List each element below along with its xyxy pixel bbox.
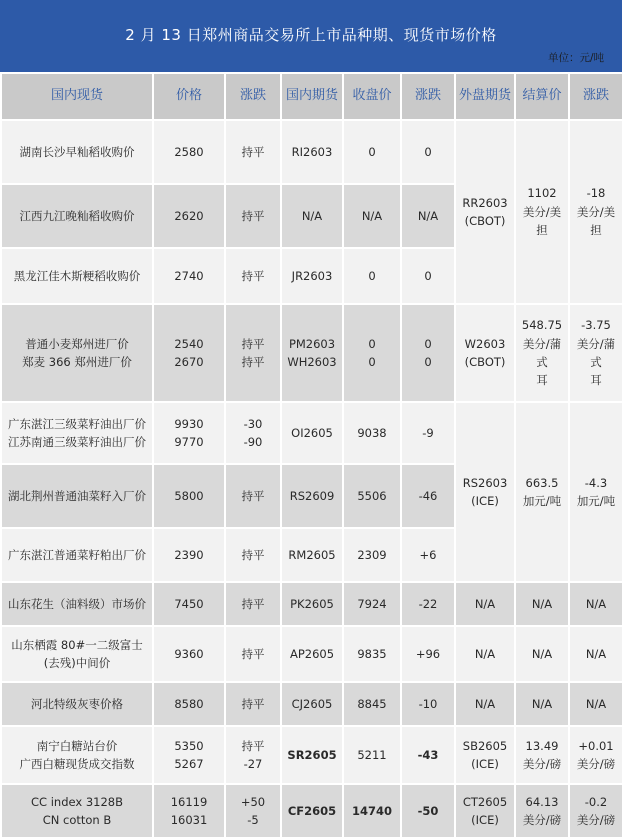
spot-change — [225, 464, 281, 528]
futures-contract: OI2605 — [281, 402, 343, 464]
futures-change-line: +6 — [419, 547, 437, 562]
foreign-change — [569, 402, 622, 582]
foreign-exchange-line: (ICE) — [471, 494, 499, 508]
settle-price — [515, 120, 569, 304]
table-row — [1, 582, 622, 626]
foreign-contract-line: N/A — [474, 696, 496, 711]
futures-change-line: -22 — [418, 596, 438, 611]
spot-change — [225, 184, 281, 248]
spot-name — [1, 464, 153, 528]
spot-price — [153, 528, 225, 582]
spot-name-line: 广东湛江三级菜籽油出厂价 — [8, 416, 146, 431]
futures-change-line: 0 — [424, 268, 432, 283]
foreign-contract-line: SB2605 — [462, 738, 508, 753]
spot-change-line: 持平 — [241, 738, 265, 753]
close-price-line: 0 — [368, 355, 376, 369]
foreign-contract-line: RS2603 — [462, 475, 508, 490]
close-price — [343, 582, 401, 626]
futures-contract: JR2603 — [281, 248, 343, 304]
spot-price — [153, 582, 225, 626]
futures-contract: N/A — [281, 184, 343, 248]
spot-price-line: 9930 — [174, 416, 204, 431]
close-price — [343, 726, 401, 784]
spot-price-line: 7450 — [174, 596, 204, 611]
col-header-domestic-spot: 国内现货 — [1, 73, 153, 120]
header-row — [1, 73, 622, 120]
foreign-change — [569, 682, 622, 726]
spot-price-line: 2580 — [174, 144, 204, 159]
spot-change-line: 持平 — [241, 696, 265, 711]
futures-contract: CJ2605 — [281, 682, 343, 726]
foreign-change-unit: 美分/美担 — [576, 204, 616, 238]
foreign-contract-line: RR2603 — [462, 195, 508, 210]
close-price-line: 8845 — [357, 696, 387, 711]
close-price — [343, 120, 401, 184]
settle-value: 64.13 — [525, 794, 559, 809]
futures-change-line: -46 — [418, 488, 438, 503]
settle-unit: 美分/美担 — [522, 204, 562, 238]
spot-change-line: 持平 — [241, 268, 265, 283]
table-row — [1, 304, 622, 402]
settle-value: N/A — [531, 596, 553, 611]
spot-price-line: 8580 — [174, 696, 204, 711]
page-title: 2 月 13 日郑州商品交易所上市品种期、现货市场价格 — [125, 26, 497, 44]
foreign-contract-line: N/A — [474, 596, 496, 611]
spot-price-line: 9360 — [174, 646, 204, 661]
spot-price-line: 2390 — [174, 547, 204, 562]
spot-change-line: 持平 — [241, 336, 265, 351]
spot-price-line: 16031 — [170, 813, 208, 827]
col-header-spot-change: 涨跌 — [225, 73, 281, 120]
spot-price — [153, 464, 225, 528]
futures-change — [401, 726, 455, 784]
settle-price — [515, 304, 569, 402]
spot-name-line: 山东栖霞 80#一二级富士 — [11, 637, 143, 652]
foreign-contract-line: CT2605 — [462, 794, 508, 809]
close-price-line: 0 — [368, 336, 376, 351]
spot-name-line: 普通小麦郑州进厂价 — [25, 336, 129, 351]
settle-unit: 加元/吨 — [522, 494, 562, 508]
spot-name — [1, 184, 153, 248]
foreign-change-unit: 美分/磅 — [576, 757, 616, 771]
futures-contract: AP2605 — [281, 626, 343, 682]
settle-price — [515, 402, 569, 582]
settle-price — [515, 582, 569, 626]
col-header-close: 收盘价 — [343, 73, 401, 120]
foreign-contract — [455, 120, 515, 304]
foreign-contract — [455, 682, 515, 726]
close-price-line: 5506 — [357, 488, 387, 503]
spot-name-line: CN cotton B — [42, 813, 112, 827]
settle-value: N/A — [531, 696, 553, 711]
foreign-contract — [455, 626, 515, 682]
foreign-change — [569, 726, 622, 784]
spot-change — [225, 304, 281, 402]
col-header-domestic-futures: 国内期货 — [281, 73, 343, 120]
spot-change-line: -30 — [243, 416, 263, 431]
settle-unit: 耳 — [536, 373, 548, 388]
close-price — [343, 682, 401, 726]
spot-price — [153, 682, 225, 726]
unit-label: 单位：元/吨 — [547, 52, 604, 64]
spot-name-line: 郑麦 366 郑州进厂价 — [22, 355, 132, 369]
spot-name-line: CC index 3128B — [31, 794, 123, 809]
spot-name-line: 湖北荆州普通油菜籽入厂价 — [8, 488, 146, 503]
spot-change — [225, 120, 281, 184]
foreign-change-unit: 加元/吨 — [576, 494, 616, 508]
price-table — [0, 72, 622, 839]
foreign-change-value: -3.75 — [581, 318, 611, 333]
spot-price-line: 5800 — [174, 488, 204, 503]
spot-price-line: 9770 — [174, 435, 204, 449]
spot-name — [1, 248, 153, 304]
settle-price — [515, 726, 569, 784]
spot-price — [153, 120, 225, 184]
futures-contract: RI2603 — [281, 120, 343, 184]
futures-change — [401, 248, 455, 304]
foreign-contract — [455, 402, 515, 582]
spot-change — [225, 402, 281, 464]
spot-price-line: 2540 — [174, 336, 204, 351]
close-price — [343, 184, 401, 248]
foreign-contract-line: N/A — [474, 646, 496, 661]
futures-change-line: 0 — [424, 336, 432, 351]
foreign-change — [569, 784, 622, 838]
settle-unit: 美分/磅 — [522, 757, 562, 771]
close-price — [343, 464, 401, 528]
spot-name — [1, 726, 153, 784]
spot-change-line: 持平 — [241, 646, 265, 661]
spot-name — [1, 582, 153, 626]
col-header-price: 价格 — [153, 73, 225, 120]
futures-change — [401, 402, 455, 464]
table-row — [1, 626, 622, 682]
spot-price-line: 16119 — [170, 794, 208, 809]
settle-value: 13.49 — [525, 738, 559, 753]
spot-price-line: 5267 — [174, 757, 204, 771]
settle-unit: 美分/蒲式 — [522, 336, 562, 369]
foreign-change-value: -4.3 — [584, 475, 608, 490]
col-header-foreign-change: 涨跌 — [569, 73, 622, 120]
spot-name — [1, 682, 153, 726]
table-row — [1, 120, 622, 184]
spot-name-line: 山东花生（油料级）市场价 — [8, 596, 146, 611]
futures-contract: PM2603 WH2603 — [281, 304, 343, 402]
spot-price — [153, 726, 225, 784]
spot-change-line: 持平 — [241, 488, 265, 503]
futures-change — [401, 626, 455, 682]
spot-change — [225, 726, 281, 784]
spot-name-line: 南宁白糖站台价 — [36, 738, 118, 753]
close-price-line: 7924 — [357, 596, 387, 611]
settle-value: 1102 — [527, 186, 557, 201]
close-price — [343, 528, 401, 582]
foreign-exchange-line: (CBOT) — [464, 214, 506, 228]
futures-contract: SR2605 — [281, 726, 343, 784]
spot-change — [225, 582, 281, 626]
settle-price — [515, 784, 569, 838]
spot-name-line: 河北特级灰枣价格 — [31, 696, 123, 711]
futures-change — [401, 120, 455, 184]
foreign-change — [569, 304, 622, 402]
foreign-change-value: -0.2 — [584, 794, 608, 809]
col-header-futures-change: 涨跌 — [401, 73, 455, 120]
spot-price-line: 2670 — [174, 355, 204, 369]
futures-change-line: +96 — [415, 646, 441, 661]
foreign-contract — [455, 784, 515, 838]
close-price-line: 0 — [368, 144, 376, 159]
col-header-foreign-futures: 外盘期货 — [455, 73, 515, 120]
spot-price — [153, 248, 225, 304]
spot-name-line: 湖南长沙早籼稻收购价 — [19, 144, 135, 159]
spot-name — [1, 120, 153, 184]
spot-price — [153, 626, 225, 682]
spot-change-line: -90 — [243, 435, 263, 449]
close-price — [343, 304, 401, 402]
close-price-line: 14740 — [351, 803, 392, 818]
close-price-line: 0 — [368, 268, 376, 283]
close-price — [343, 402, 401, 464]
spot-change — [225, 682, 281, 726]
foreign-change — [569, 582, 622, 626]
futures-change-line: -9 — [422, 425, 434, 440]
foreign-contract-line: W2603 — [464, 336, 506, 351]
spot-price — [153, 304, 225, 402]
table-row — [1, 726, 622, 784]
table-row — [1, 402, 622, 464]
spot-name-line: (去残)中间价 — [43, 656, 111, 670]
spot-name — [1, 402, 153, 464]
spot-change-line: 持平 — [241, 144, 265, 159]
spot-name — [1, 626, 153, 682]
spot-name — [1, 784, 153, 838]
spot-name — [1, 528, 153, 582]
spot-name-line: 江苏南通三级菜籽油出厂价 — [8, 435, 146, 449]
foreign-change-value: N/A — [585, 646, 607, 661]
futures-contract: RS2609 — [281, 464, 343, 528]
futures-change-line: 0 — [424, 144, 432, 159]
futures-change-line: 0 — [424, 355, 432, 369]
settle-value: N/A — [531, 646, 553, 661]
futures-change — [401, 582, 455, 626]
futures-change — [401, 682, 455, 726]
futures-change — [401, 784, 455, 838]
spot-price — [153, 184, 225, 248]
foreign-change-unit: 美分/磅 — [576, 813, 616, 827]
spot-name-line: 江西九江晚籼稻收购价 — [19, 208, 135, 223]
spot-change-line: 持平 — [241, 547, 265, 562]
futures-contract: PK2605 — [281, 582, 343, 626]
close-price-line: N/A — [361, 208, 383, 223]
close-price-line: 9835 — [357, 646, 387, 661]
close-price-line: 9038 — [357, 425, 387, 440]
table-row — [1, 784, 622, 838]
spot-price-line: 2740 — [174, 268, 204, 283]
close-price-line: 5211 — [357, 747, 387, 762]
foreign-change-unit: 耳 — [590, 373, 602, 388]
spot-change-line: -27 — [243, 757, 263, 771]
foreign-change-value: N/A — [585, 696, 607, 711]
spot-price-line: 2620 — [174, 208, 204, 223]
spot-name-line: 广东湛江普通菜籽粕出厂价 — [8, 547, 146, 562]
close-price-line: 2309 — [357, 547, 387, 562]
foreign-exchange-line: (CBOT) — [464, 355, 506, 369]
futures-change-line: N/A — [417, 208, 439, 223]
foreign-contract — [455, 726, 515, 784]
foreign-change — [569, 120, 622, 304]
futures-contract: CF2605 — [281, 784, 343, 838]
futures-change-line: -50 — [417, 803, 439, 818]
futures-change — [401, 528, 455, 582]
close-price — [343, 784, 401, 838]
table-row — [1, 682, 622, 726]
futures-change-line: -10 — [418, 696, 438, 711]
foreign-exchange-line: (ICE) — [471, 757, 499, 771]
spot-change — [225, 626, 281, 682]
foreign-change-value: N/A — [585, 596, 607, 611]
spot-name-line: 黑龙江佳木斯粳稻收购价 — [13, 268, 141, 283]
futures-change — [401, 464, 455, 528]
settle-value: 548.75 — [521, 318, 563, 333]
spot-price — [153, 402, 225, 464]
spot-price — [153, 784, 225, 838]
spot-name — [1, 304, 153, 402]
foreign-exchange-line: (ICE) — [471, 813, 499, 827]
futures-change — [401, 184, 455, 248]
foreign-contract — [455, 304, 515, 402]
futures-contract: RM2605 — [281, 528, 343, 582]
settle-value: 663.5 — [525, 475, 559, 490]
spot-change-line: 持平 — [241, 208, 265, 223]
futures-change-line: -43 — [417, 747, 439, 762]
foreign-change-value: -18 — [586, 186, 606, 201]
spot-change-line: 持平 — [241, 596, 265, 611]
spot-change-line: +50 — [240, 794, 266, 809]
spot-change-line: -5 — [247, 813, 259, 827]
close-price — [343, 248, 401, 304]
foreign-change-unit: 美分/蒲式 — [576, 336, 616, 369]
spot-price-line: 5350 — [174, 738, 204, 753]
futures-change — [401, 304, 455, 402]
spot-change-line: 持平 — [241, 355, 265, 369]
spot-change — [225, 528, 281, 582]
title-banner — [0, 0, 622, 72]
spot-name-line: 广西白糖现货成交指数 — [19, 757, 135, 771]
foreign-change-value: +0.01 — [578, 738, 614, 753]
settle-unit: 美分/磅 — [522, 813, 562, 827]
spot-change — [225, 248, 281, 304]
foreign-change — [569, 626, 622, 682]
close-price — [343, 626, 401, 682]
spot-change — [225, 784, 281, 838]
col-header-settle: 结算价 — [515, 73, 569, 120]
settle-price — [515, 682, 569, 726]
settle-price — [515, 626, 569, 682]
foreign-contract — [455, 582, 515, 626]
